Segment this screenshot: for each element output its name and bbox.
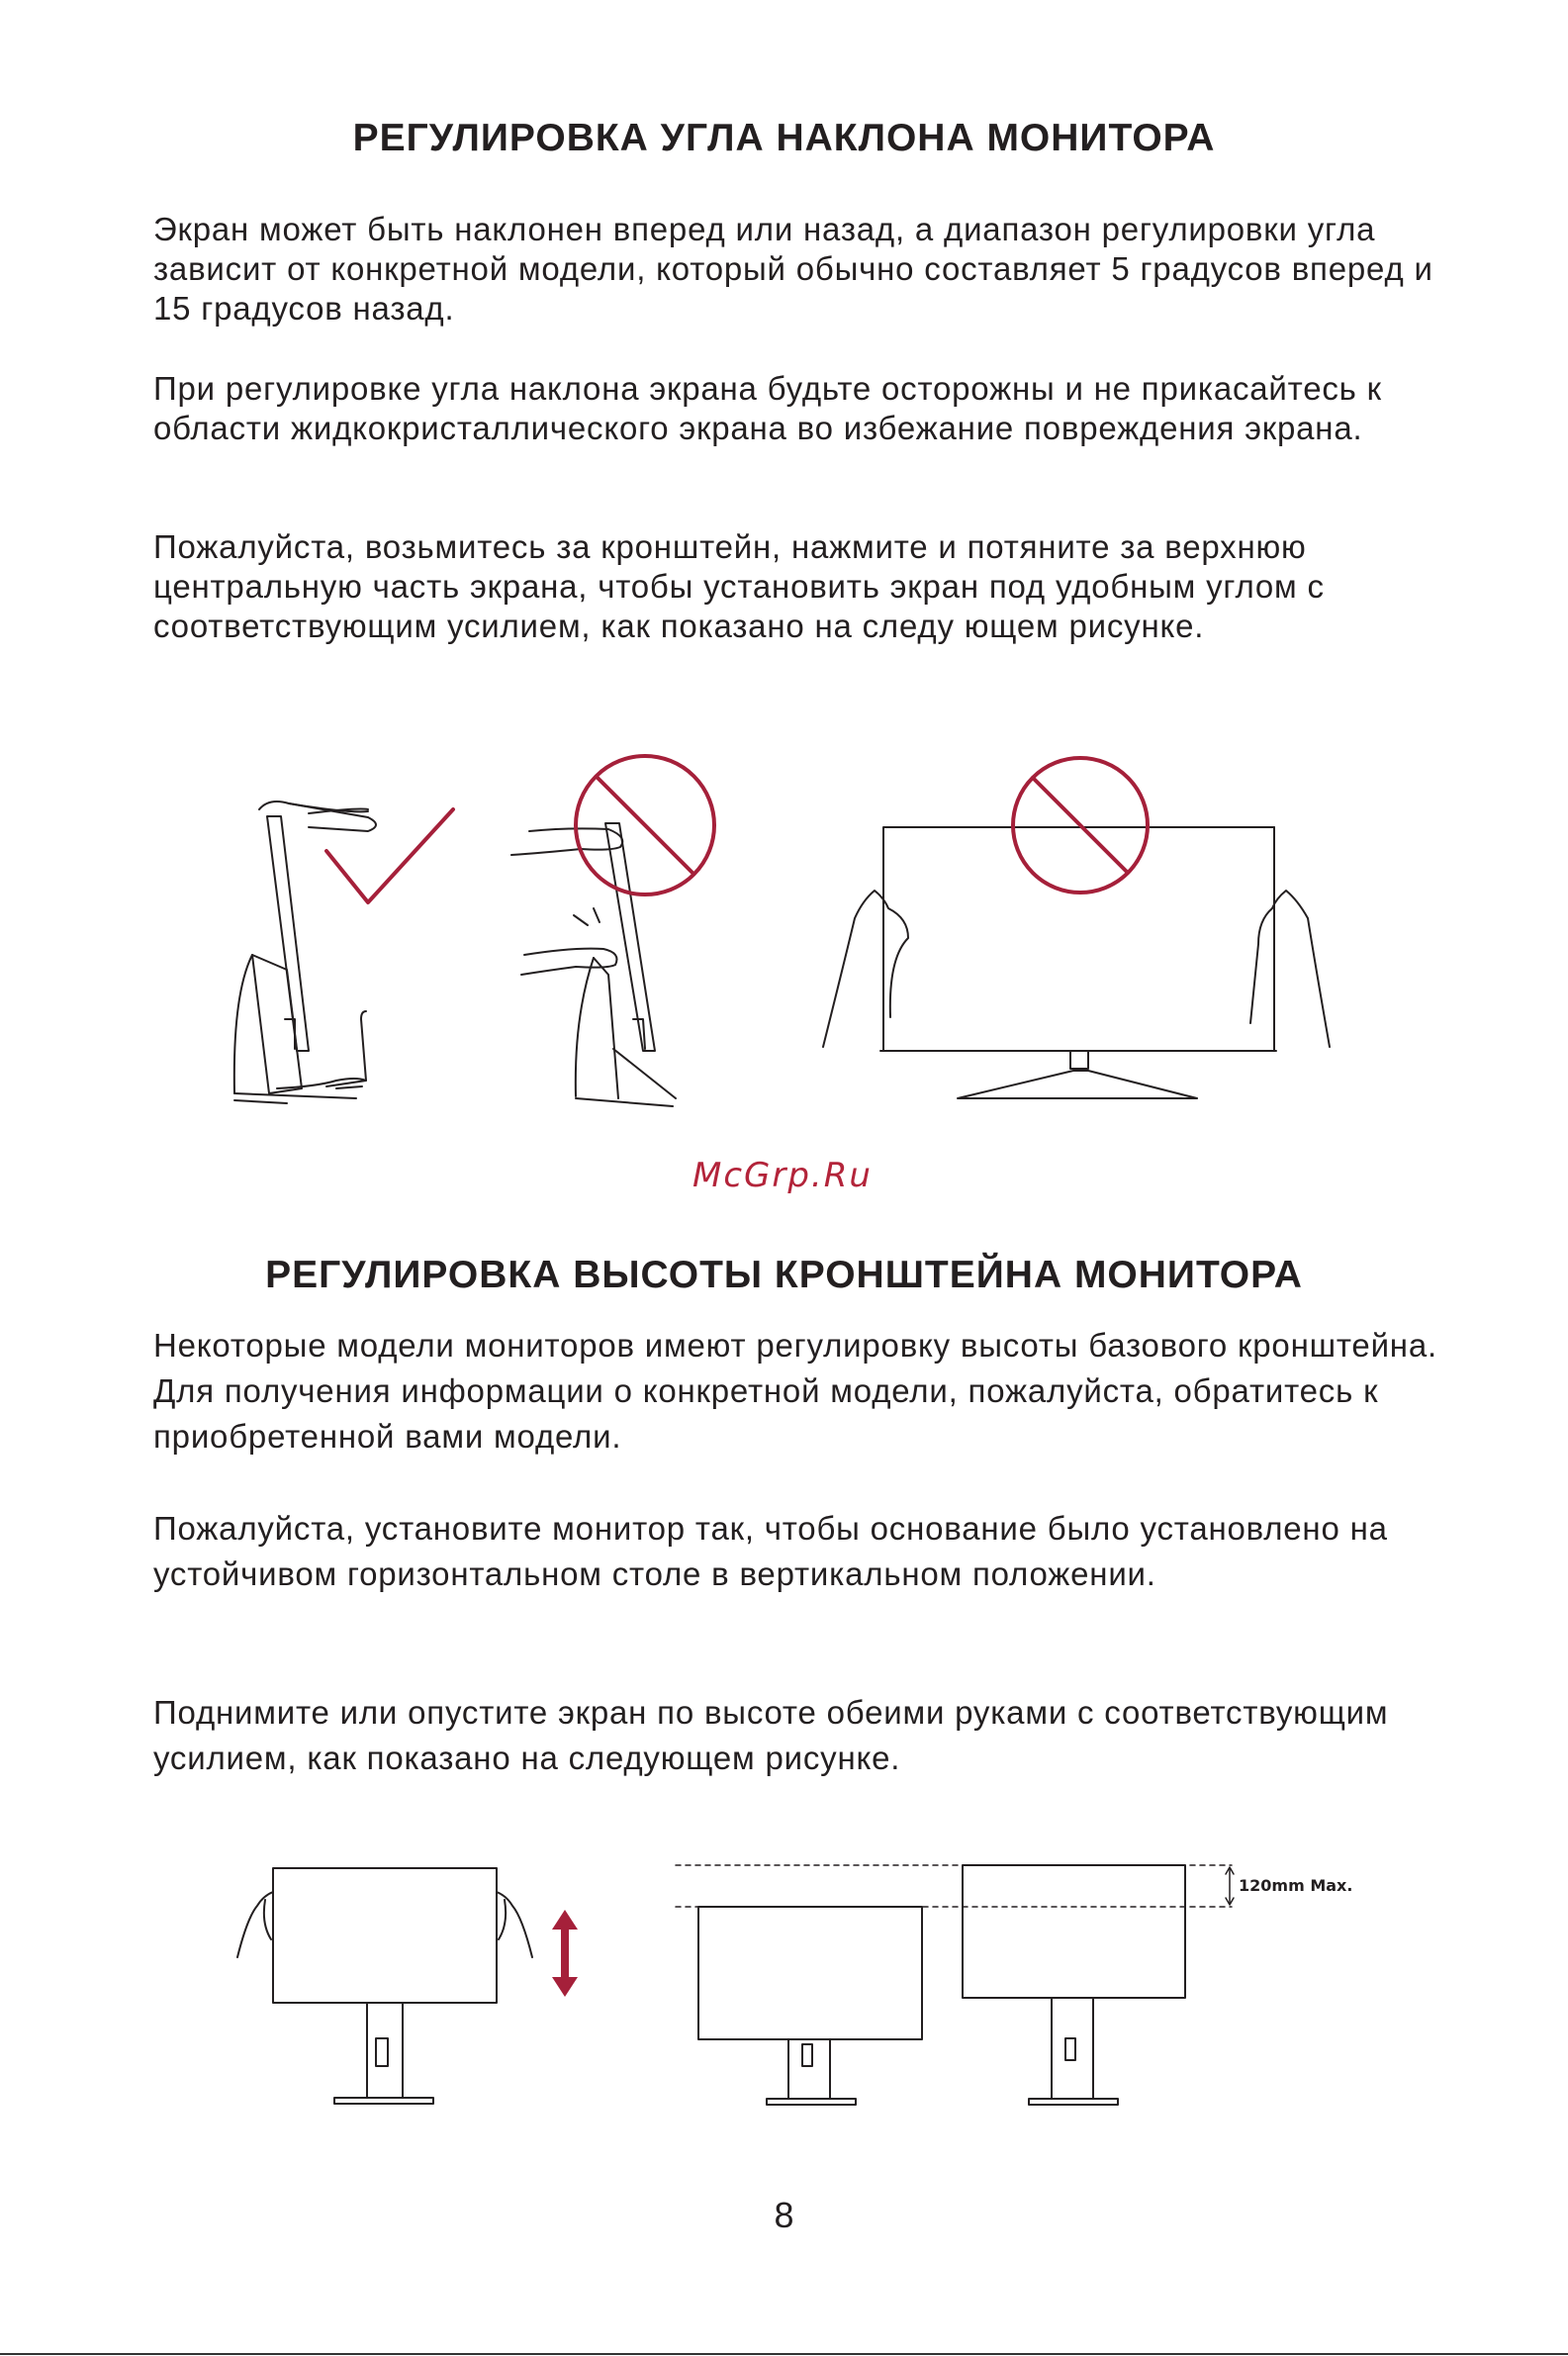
- section-title-tilt: РЕГУЛИРОВКА УГЛА НАКЛОНА МОНИТОРА: [352, 117, 1216, 159]
- paragraph-height-instructions: Поднимите или опустите экран по высоте обеими руками с соответствующим усилием, как показано на следующем рисунке.: [153, 1694, 1389, 1776]
- watermark: McGrp.Ru: [692, 1156, 873, 1195]
- tilt-illustration: [0, 752, 1568, 1118]
- front-monitor-wrong: [823, 827, 1330, 1098]
- height-illustration: [0, 1840, 1568, 2127]
- monitor-lowered: [698, 1907, 922, 2105]
- paragraph-height-placement: Пожалуйста, установите монитор так, чтобы основание было установлено на устойчивом горизонтальном столе в вертикальном положении.: [153, 1510, 1388, 1592]
- paragraph-tilt-range: Экран может быть наклонен вперед или назад, а диапазон регулировки угла зависит от конкретной модели, который обычно составляет 5 градусов вперед и 15 градусов назад.: [153, 211, 1433, 327]
- paragraph-height-models: Некоторые модели мониторов имеют регулировку высоты базового кронштейна. Для получения информации о конкретной модели, пожалуйста, обратитесь к приобретенной вами модели.: [153, 1327, 1437, 1455]
- paragraph-tilt-caution: При регулировке угла наклона экрана будьте осторожны и не прикасайтесь к области жидкокристаллического экрана во избежание повреждения экрана.: [153, 370, 1382, 446]
- page-number: 8: [774, 2195, 794, 2235]
- height-guides: [676, 1865, 1232, 1907]
- checkmark-icon: [326, 809, 453, 902]
- section-title-height: РЕГУЛИРОВКА ВЫСОТЫ КРОНШТЕЙНА МОНИТОРА: [265, 1254, 1303, 1296]
- monitor-raised: [963, 1865, 1185, 2105]
- prohibited-icon: [1013, 758, 1148, 893]
- paragraph-tilt-instructions: Пожалуйста, возьмитесь за кронштейн, нажмите и потяните за верхнюю центральную часть экрана, чтобы установить экран под удобным углом с соответствующим усилием, как показано на следу ющем рисунке.: [153, 528, 1325, 644]
- bottom-rule: [0, 2353, 1568, 2355]
- side-monitor-correct: [234, 801, 376, 1103]
- monitor-with-hands: [237, 1868, 532, 2104]
- max-height-label: 120mm Max.: [1239, 1876, 1353, 1895]
- prohibited-icon: [576, 756, 714, 895]
- dimension-arrow: [1226, 1867, 1234, 1905]
- up-down-arrow-icon: [552, 1910, 578, 1997]
- side-monitor-wrong: [511, 823, 676, 1106]
